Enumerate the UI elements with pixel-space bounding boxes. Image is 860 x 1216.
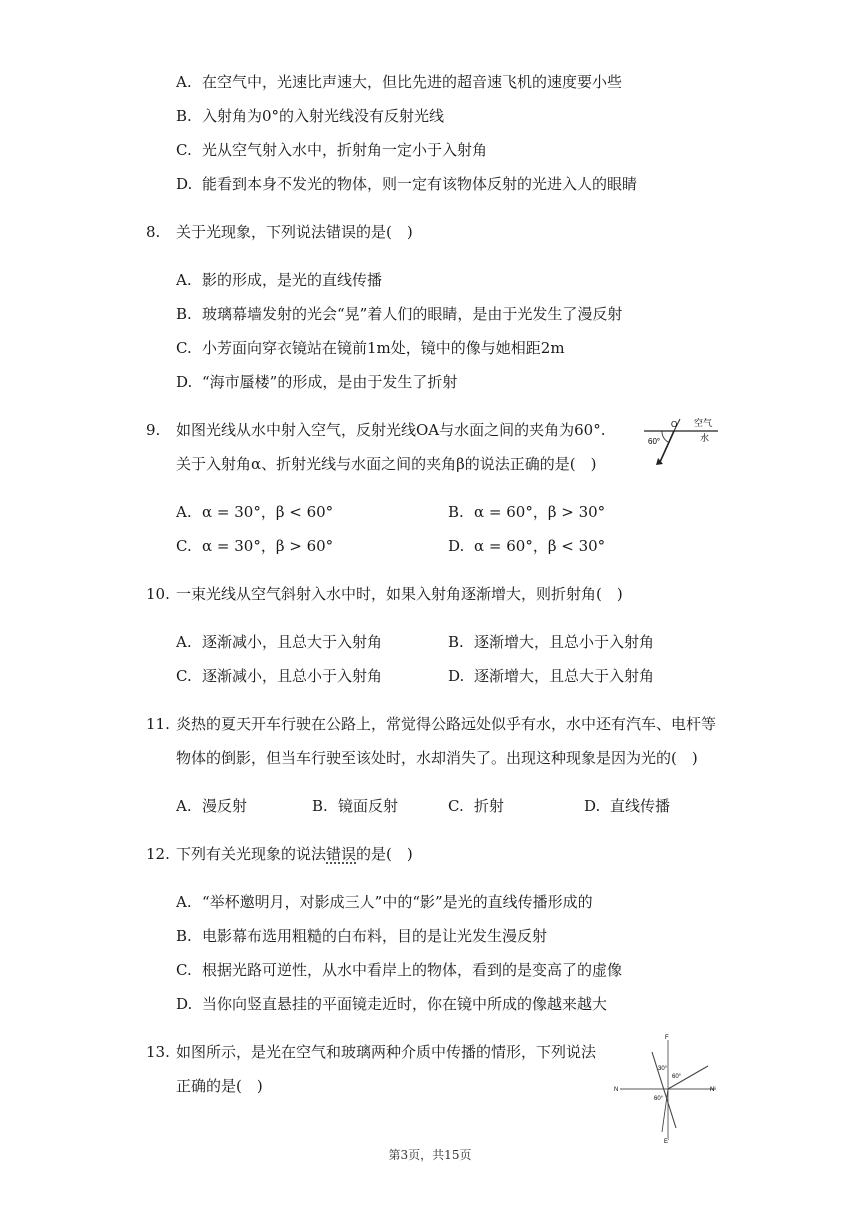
q10-option-c: C. 逐渐减小，且总小于入射角 [176, 667, 383, 685]
q13-refraction-figure [612, 1032, 722, 1144]
q9-option-c: C. α = 30°，β > 60° [176, 537, 334, 555]
q8-option-c: C. 小芳面向穿衣镜站在镜前1m处，镜中的像与她相距2m [176, 339, 565, 357]
page-footer: 第3页，共15页 [388, 1148, 472, 1162]
q12-option-b: B. 电影幕布选用粗糙的白布料，目的是让光发生漫反射 [176, 927, 548, 945]
q10-option-d: D. 逐渐增大，且总大于入射角 [448, 667, 655, 685]
q8-text: 关于光现象，下列说法错误的是( ) [176, 223, 413, 241]
q13-fig-angle3: 60° [654, 1096, 664, 1102]
q13-fig-left-label: N [614, 1087, 619, 1093]
q9-fig-angle-label: 60° [648, 437, 661, 446]
q7-option-c: C. 光从空气射入水中，折射角一定小于入射角 [176, 141, 488, 159]
q11-option-d: D. 直线传播 [584, 797, 671, 815]
q12-number: 12. [146, 845, 170, 863]
q13-text-line2: 正确的是( ) [176, 1077, 263, 1095]
q13-fig-angle2: 60° [672, 1074, 682, 1080]
q11-text-line2: 物体的倒影，但当车行驶至该处时，水却消失了。出现这种现象是因为光的( ) [176, 749, 698, 767]
q9-number: 9. [146, 421, 161, 439]
q9-text-line2: 关于入射角α、折射光线与水面之间的夹角β的说法正确的是( ) [176, 455, 597, 473]
q8-number: 8. [146, 223, 161, 241]
q8-option-d: D. “海市蜃楼”的形成，是由于发生了折射 [176, 373, 458, 391]
q9-fig-air-label: 空气 [694, 418, 713, 428]
q11-option-a: A. 漫反射 [176, 797, 248, 815]
q13-fig-bottom-label: E' [664, 1139, 670, 1144]
q11-option-c: C. 折射 [448, 797, 505, 815]
q9-option-d: D. α = 60°，β < 30° [448, 537, 606, 555]
q7-option-a: A. 在空气中，光速比声速大，但比先进的超音速飞机的速度要小些 [176, 73, 623, 91]
q9-text-line1: 如图光线从水中射入空气，反射光线OA与水面之间的夹角为60°. [176, 421, 606, 439]
q13-fig-angle1: 30° [658, 1066, 668, 1072]
q12-text: 下列有关光现象的说法错误的是( ) [176, 845, 413, 863]
q10-option-a: A. 逐渐减小，且总大于入射角 [176, 633, 383, 651]
q11-option-b: B. 镜面反射 [312, 797, 399, 815]
q11-number: 11. [146, 715, 170, 733]
q10-option-b: B. 逐渐增大，且总小于入射角 [448, 633, 655, 651]
q8-option-a: A. 影的形成，是光的直线传播 [176, 271, 383, 289]
q12-option-c: C. 根据光路可逆性，从水中看岸上的物体，看到的是变高了的虚像 [176, 961, 623, 979]
q9-fig-o-label: O [671, 420, 678, 429]
q9-fig-water-label: 水 [700, 433, 710, 443]
q10-number: 10. [146, 585, 170, 603]
q13-fig-top-label: F [665, 1035, 669, 1041]
q13-text-line1: 如图所示，是光在空气和玻璃两种介质中传播的情形，下列说法 [176, 1043, 597, 1061]
q9-option-b: B. α = 60°，β > 30° [448, 503, 606, 521]
q7-option-d: D. 能看到本身不发光的物体，则一定有该物体反射的光进入人的眼睛 [176, 175, 638, 193]
q12-emphasis: 错误 [326, 845, 357, 863]
q7-option-b: B. 入射角为0°的入射光线没有反射光线 [176, 107, 445, 125]
q13-number: 13. [146, 1043, 170, 1061]
q10-text: 一束光线从空气斜射入水中时，如果入射角逐渐增大，则折射角( ) [176, 585, 623, 603]
q8-option-b: B. 玻璃幕墙发射的光会“晃”着人们的眼睛，是由于光发生了漫反射 [176, 305, 623, 323]
q12-option-a: A. “举杯邀明月，对影成三人”中的“影”是光的直线传播形成的 [176, 893, 593, 911]
q13-fig-right-label: N' [710, 1087, 716, 1093]
q11-text-line1: 炎热的夏天开车行驶在公路上，常觉得公路远处似乎有水，水中还有汽车、电杆等 [176, 715, 717, 733]
q9-option-a: A. α = 30°，β < 60° [176, 503, 334, 521]
q12-option-d: D. 当你向竖直悬挂的平面镜走近时，你在镜中所成的像越来越大 [176, 995, 608, 1013]
q9-refraction-figure [640, 412, 722, 468]
